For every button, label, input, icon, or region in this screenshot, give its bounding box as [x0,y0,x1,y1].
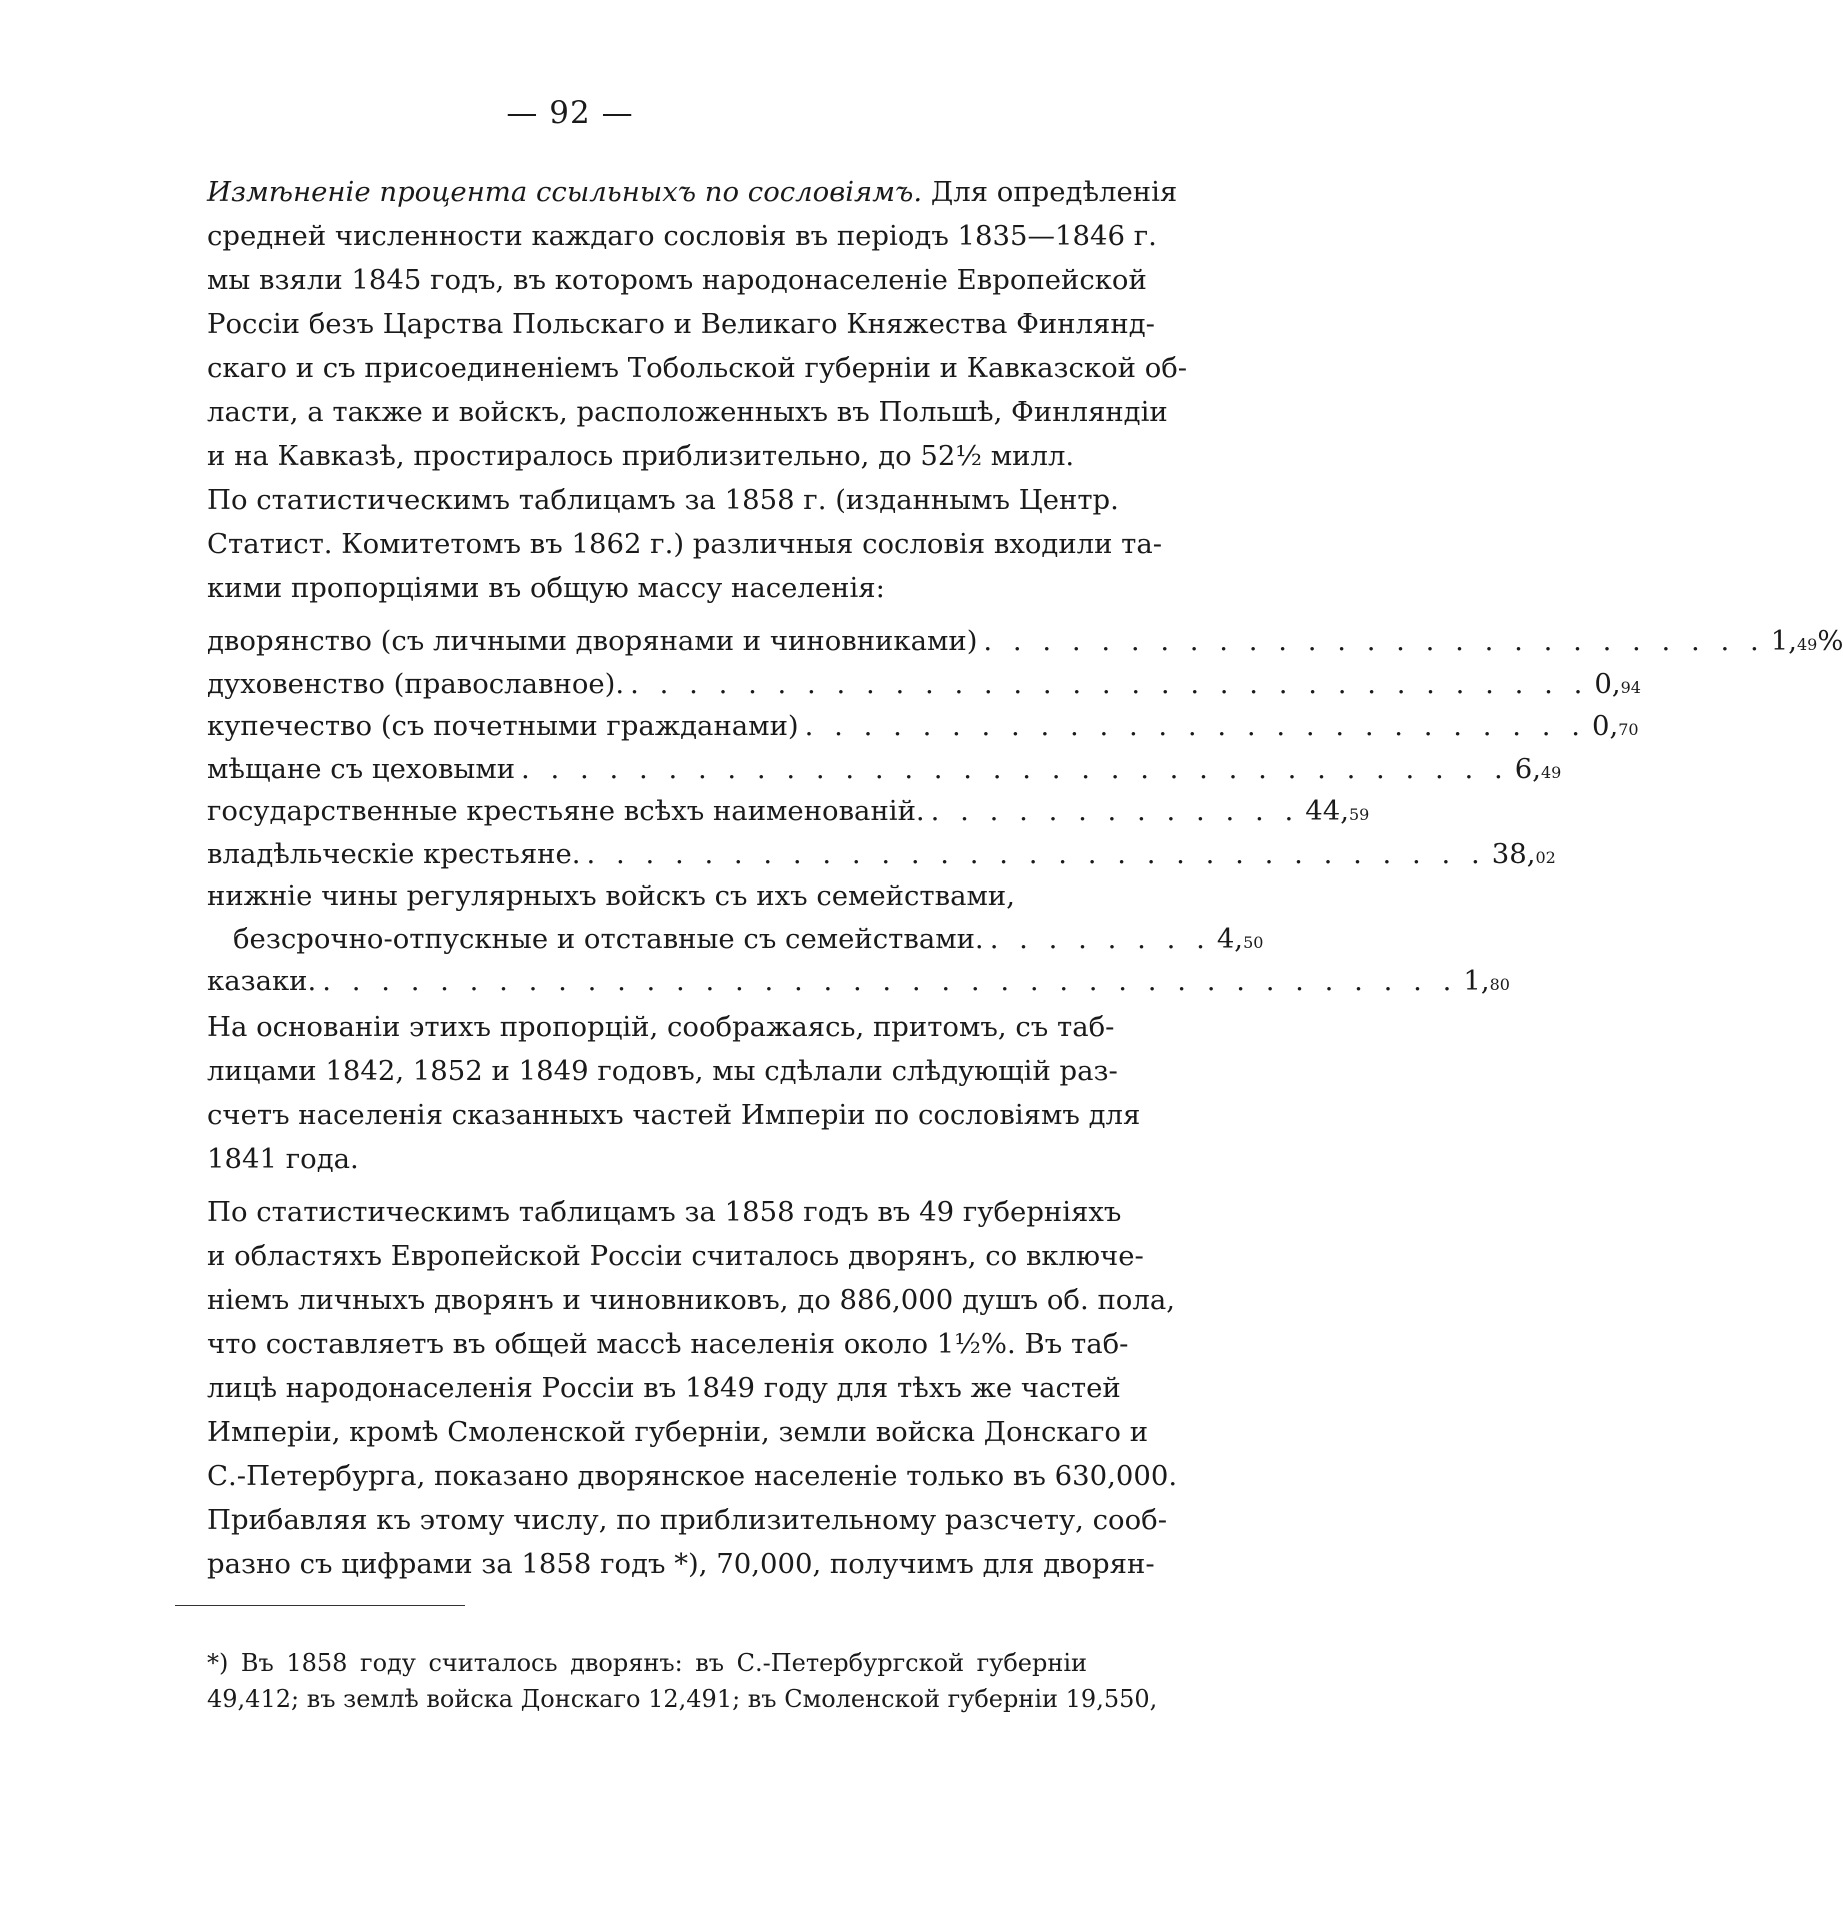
footnote-line: 49,412; въ землѣ войска Донскаго 12,491; въ Смоленской губерніи 19,550, [207,1685,1158,1713]
estate-label: дворянство (съ личными дворянами и чиновниками) [207,625,978,657]
leader-dots: . . . . . . . . . . . . . . . . . . . . . . . . . . . . . . . . . . . . . . . [322,965,1458,997]
paragraph-statistics-intro [207,478,1163,610]
paragraph-line: Статист. Комитетомъ въ 1862 г.) различныя сословія входили та- [207,528,1163,560]
paragraph-line: ніемъ личныхъ дворянъ и чиновниковъ, до 886,000 душъ об. пола, [207,1284,1175,1316]
footnote-rule [175,1605,465,1606]
leader-dots: . . . . . . . . . . . . . . . . . . . . . . . . . . . [983,625,1765,657]
paragraph-line: ласти, а также и войскъ, расположенныхъ въ Польшѣ, Финляндіи [207,396,1168,428]
table-row [207,918,1264,961]
paragraph-line: разно съ цифрами за 1858 годъ *), 70,000, получимъ для дворян- [207,1548,1155,1580]
paragraph-line: Имперіи, кромѣ Смоленской губерніи, земли войска Донскаго и [207,1416,1149,1448]
estate-value: 0,70 [1591,710,1639,742]
estate-value: 1,80 [1463,965,1510,997]
leader-dots: . . . . . . . . . . . . . . . . . . . . . . . . . . . . . . . . . [630,667,1589,700]
table-row [207,705,1639,748]
paragraph-line: По статистическимъ таблицамъ за 1858 годъ въ 49 губерніяхъ [207,1196,1122,1228]
estate-value: 0,94 [1594,667,1641,700]
leader-dots: . . . . . . . . . . . . . . . . . . . . . . . . . . . . . . . . . . [521,752,1509,785]
paragraph-line [207,170,1178,214]
estate-label: казаки. [207,965,317,997]
leader-dots: . . . . . . . . . . . . . . . . . . . . . . . . . . . . . . . [586,837,1486,870]
estate-value: 38,02 [1491,837,1556,870]
paragraph-line: что составляетъ въ общей массѣ населенія около 1½%. Въ таб- [207,1328,1129,1360]
paragraph-line: На основаніи этихъ пропорцій, соображаясь, притомъ, съ таб- [207,1011,1115,1043]
estate-label: мѣщане съ цеховыми [207,752,516,785]
paragraph-nobility-count [207,1190,1178,1586]
estate-value: 44,59 [1305,795,1370,827]
paragraph-line: и на Кавказѣ, простиралось приблизительно, до 52½ милл. [207,440,1075,472]
estate-label: духовенство (православное). [207,667,625,700]
table-row [207,663,1641,706]
leader-dots: . . . . . . . . . . . . . [930,795,1300,827]
page-number: — 92 — [506,95,634,131]
paragraph-line: и областяхъ Европейской Россіи считалось дворянъ, со включе- [207,1240,1144,1272]
table-row [207,833,1556,876]
estate-label: безсрочно-отпускные и отставные съ семействами. [233,922,984,955]
paragraph-line: лицѣ народонаселенія Россіи въ 1849 году для тѣхъ же частей [207,1372,1121,1404]
leader-dots: . . . . . . . . . . . . . . . . . . . . . . . . . . . [804,710,1586,742]
section-heading: Измѣненіе процента ссыльныхъ по сословіямъ. [207,176,923,208]
paragraph-line: средней численности каждаго сословія въ періодъ 1835—1846 г. [207,220,1157,252]
paragraph-line: Прибавляя къ этому числу, по приблизительному разсчету, сооб- [207,1504,1168,1536]
estate-label: нижніе чины регулярныхъ войскъ съ ихъ семействами, [207,880,1015,912]
paragraph-line: кими пропорціями въ общую массу населенія: [207,572,885,604]
table-row [207,790,1370,833]
paragraph-line: С.-Петербурга, показано дворянское населеніе только въ 630,000. [207,1460,1178,1492]
paragraph-line: По статистическимъ таблицамъ за 1858 г. (изданнымъ Центр. [207,484,1119,516]
estate-value: 1,49% [1770,625,1843,657]
paragraph-line: счетъ населенія сказанныхъ частей Имперіи по сословіямъ для [207,1099,1141,1131]
paragraph-line: лицами 1842, 1852 и 1849 годовъ, мы сдѣлали слѣдующій раз- [207,1055,1118,1087]
estate-label: государственные крестьяне всѣхъ наименованій. [207,795,925,827]
estate-value: 6,49 [1514,752,1562,785]
estate-value: 4,50 [1216,922,1264,955]
paragraph-line: скаго и съ присоединеніемъ Тобольской губерніи и Кавказской об- [207,352,1188,384]
paragraph-calculation-basis [207,1005,1141,1181]
table-row [207,875,1087,918]
estate-label: купечество (съ почетными гражданами) [207,710,799,742]
paragraph-line-text: Для опредѣленія [930,176,1178,208]
estate-label: владѣльческіе крестьяне. [207,837,581,870]
table-row [207,620,1843,663]
table-row [207,748,1562,791]
footnote-line: *) Въ 1858 году считалось дворянъ: въ С.-Петербургской губерніи [207,1649,1087,1677]
estate-proportions-table [207,620,1843,1003]
paragraph-estate-change [207,170,1188,478]
table-row [207,960,1510,1003]
leader-dots: . . . . . . . . [989,922,1211,955]
paragraph-line: 1841 года. [207,1143,359,1175]
footnote [207,1645,1158,1717]
paragraph-line: мы взяли 1845 годъ, въ которомъ народонаселеніе Европейской [207,264,1147,296]
paragraph-line: Россіи безъ Царства Польскаго и Великаго Княжества Финлянд- [207,308,1155,340]
